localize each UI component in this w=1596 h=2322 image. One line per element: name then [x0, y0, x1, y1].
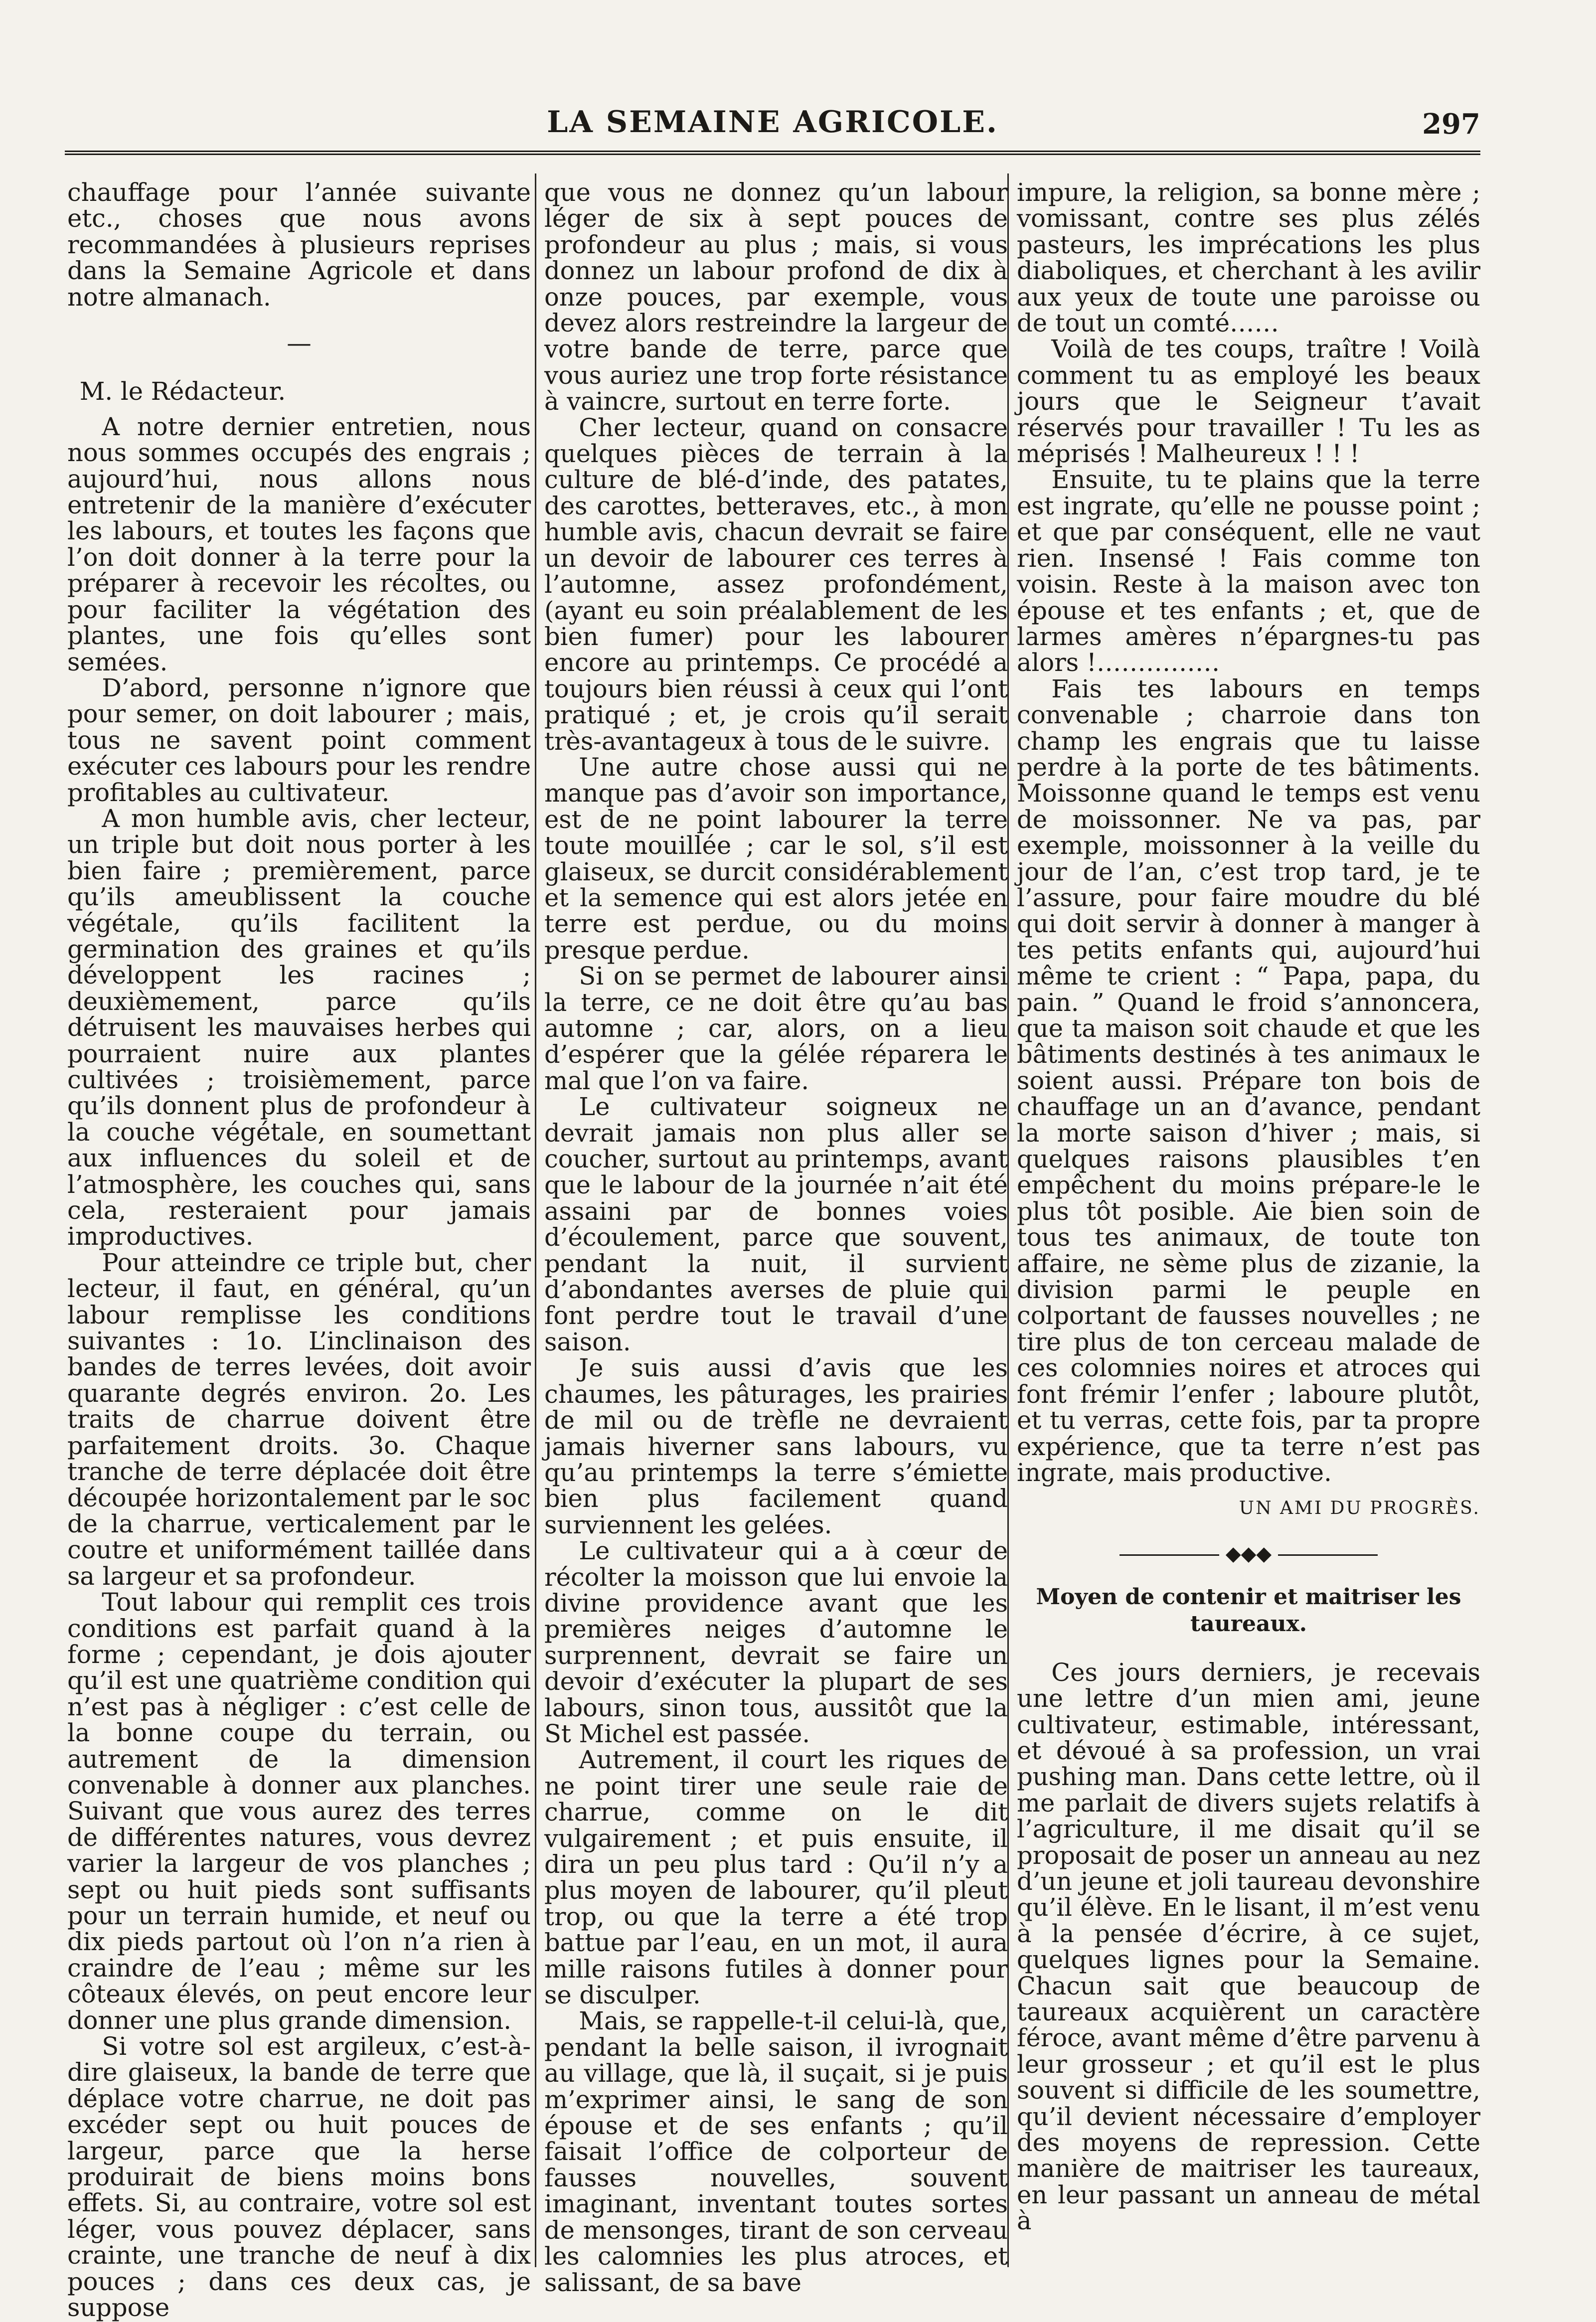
paragraph: Je suis aussi d’avis que les chaumes, les pâturages, les prairies de mil ou de trèfle ne devraient jamais hiverner sans labours, vu qu’au printemps la terre s’émiette bien plus facilement quand surviennent les gelées. — [544, 1353, 1008, 1539]
paragraph: A mon humble avis, cher lecteur, un triple but doit nous porter à les bien faire ; premièrement, parce qu’ils ameublissent la couche végétale, qu’ils facilitent la germination des graines et qu’ils développent les racines ; deuxièmement, parce qu’ils détruisent les mauvaises herbes qui pourraient nuire aux plantes cultivées ; troisièmement, parce qu’ils donnent plus de profondeur à la couche végétale, en soumettant aux influences du soleil et de l’atmosphère, les couches qui, sans cela, resteraient pour jamais improductives. — [67, 804, 531, 1251]
paragraph: Mais, se rappelle-t-il celui-là, que, pendant la belle saison, il ivrognait au village, que là, il suçait, si je puis m’exprimer ainsi, le sang de son épouse et de ses enfants ; qu’il faisait l’office de colporteur de fausses nouvelles, souvent imaginant, inventant toutes sortes de mensonges, tirant de son cerveau les calomnies les plus atroces, et salissant, de sa bave — [544, 2006, 1008, 2297]
paragraph: Cher lecteur, quand on consacre quelques pièces de terrain à la culture de blé-d’inde, des patates, des carottes, betteraves, etc., à mon humble avis, chacun devrait se faire un devoir de labourer ces terres à l’automne, assez profondément, (ayant eu soin préalablement de les bien fumer) pour les labourer encore au printemps. Ce procédé a toujours bien réussi à ceux qui l’ont pratiqué ; et, je crois qu’il serait très-avantageux à tous de le suivre. — [544, 413, 1008, 756]
paragraph: Une autre chose aussi qui ne manque pas d’avoir son importance, est de ne point labourer la terre toute mouillée ; car le sol, s’il est glaiseux, se durcit considérablement et la semence qui est alors jetée en terre est perdue, ou du moins presque perdue. — [544, 752, 1008, 965]
paragraph: Le cultivateur qui a à cœur de récolter la moisson que lui envoie la divine providence avant que les premières neiges d’automne le surprennent, devrait se faire un devoir d’exécuter la plupart de ses labours, sinon tous, aussitôt que la St Michel est passée. — [544, 1536, 1008, 1748]
paragraph: Ces jours derniers, je recevais une lettre d’un mien ami, jeune cultivateur, estimable, intéressant, et dévoué à sa profession, un vrai pushing man. Dans cette lettre, où il me parlait de divers sujets relatifs à l’agriculture, il me disait qu’il se proposait de poser un anneau au nez d’un jeune et joli taureau devonshire qu’il élève. En le lisant, il m’est venu à la pensée d’écrire, à ce sujet, quelques lignes pour la Semaine. Chacun sait que beaucoup de taureaux acquièrent un caractère féroce, avant même d’être parvenu à leur grosseur ; et qu’il est le plus souvent si difficile de les soumettre, qu’il devient nécessaire d’employer des moyens de repression. Cette manière de maitriser les taureaux, en leur passant un anneau de métal à — [1017, 1658, 1480, 2236]
ornament-divider — [1017, 1544, 1480, 1564]
paragraph: chauffage pour l’année suivante etc., choses que nous avons recommandées à plusieurs reprises dans la Semaine Agricole et dans notre almanach. — [67, 178, 531, 312]
paragraph: A notre dernier entretien, nous nous sommes occupés des engrais ; aujourd’hui, nous allons nous entretenir de la manière d’exécuter les labours, et toutes les façons que l’on doit donner à la terre pour la préparer à recevoir les récoltes, ou pour faciliter la végétation des plantes, une fois qu’elles sont semées. — [67, 412, 531, 676]
paragraph: Le cultivateur soigneux ne devrait jamais non plus aller se coucher, surtout au printemps, avant que le labour de la journée n’ait été assaini par de bonnes voies d’écoulement, parce que souvent, pendant la nuit, il survient d’abondantes averses de pluie qui font perdre tout le travail d’une saison. — [544, 1092, 1008, 1356]
page-header — [65, 105, 1480, 148]
article-title: Moyen de contenir et maitriser les taureaux. — [1036, 1584, 1461, 1637]
header-rule — [65, 151, 1480, 155]
column-1 — [67, 178, 531, 2322]
paragraph: Fais tes labours en temps convenable ; charroie dans ton champ les engrais que tu laisse perdre à la porte de tes bâtiments. Moissonne quand le temps est venu de moissonner. Ne va pas, par exemple, moissonner à la veille du jour de l’an, c’est trop tard, je te l’assure, pour faire moudre du blé qui doit servir à donner à manger à tes petits enfants qui, aujourd’hui même te crient : “ Papa, papa, du pain. ” Quand le froid s’annoncera, que ta maison soit chaude et que les bâtiments destinés à tes animaux le soient aussi. Prépare ton bois de chauffage un an d’avance, pendant la morte saison d’hiver ; mais, si quelques raisons plausibles t’en empêchent du moins prépare-le le plus tôt posible. Aie bien soin de tous tes animaux, de toute ton affaire, ne sème plus de zizanie, la division parmi le peuple en colportant de fausses nouvelles ; ne tire plus de ton cerceau malade de ces colomnies noires et atroces qui font frémir l’enfer ; laboure plutôt, et tu verras, cette fois, par ta propre expérience, que ta terre n’est pas ingrate, mais productive. — [1017, 674, 1480, 1487]
page-number: 297 — [1422, 108, 1480, 141]
paragraph: Autrement, il court les riques de ne point tirer une seule raie de charrue, comme on le dit vulgairement ; et puis ensuite, il dira un peu plus tard : Qu’il n’y a plus moyen de labourer, qu’il pleut trop, ou que la terre a été trop battue par l’eau, en un mot, il aura mille raisons futiles à donner pour se disculper. — [544, 1745, 1008, 2010]
paragraph: que vous ne donnez qu’un labour léger de six à sept pouces de profondeur au plus ; mais, si vous donnez un labour profond de dix à onze pouces, par exemple, vous devez alors restreindre la largeur de votre bande de terre, parce que vous auriez une trop forte résistance à vaincre, surtout en terre forte. — [544, 178, 1008, 416]
column-3 — [1017, 179, 1480, 2258]
column-rule — [535, 173, 536, 2267]
paragraph: Ensuite, tu te plains que la terre est ingrate, qu’elle ne pousse point ; et que par conséquent, elle ne vaut rien. Insensé ! Fais comme ton voisin. Reste à la maison avec ton épouse et tes enfants ; et, que de larmes amères n’épargnes-tu pas alors !…………… — [1017, 465, 1480, 677]
ornament-line — [1278, 1554, 1378, 1556]
paragraph: Pour atteindre ce triple but, cher lecteur, il faut, en général, qu’un labour remplisse les conditions suivantes : 1o. L’inclinaison des bandes de terres levées, doit avoir quarante degrés environ. 2o. Les traits de charrue doivent être parfaitement droits. 3o. Chaque tranche de terre déplacée doit être découpée horizontalement par le soc de la charrue, verticalement par le coutre et uniformément taillée dans sa largeur et sa profondeur. — [67, 1248, 531, 1591]
paragraph: Tout labour qui remplit ces trois conditions est parfait quand à la forme ; cependant, je dois ajouter qu’il est une quatrième condition qui n’est pas à négliger : c’est celle de la bonne coupe du terrain, ou autrement de la dimension convenable à donner aux planches. Suivant que vous aurez des terres de différentes natures, vous devrez varier la largeur de vos planches ; sept ou huit pieds sont suffisants pour un terrain humide, et neuf ou dix pieds partout où l’on n’a rien à craindre de l’eau ; même sur les côteaux élevés, on peut encore leur donner une plus grande dimension. — [67, 1588, 531, 2035]
salutation: M. le Rédacteur. — [79, 377, 286, 406]
paragraph: Si on se permet de labourer ainsi la terre, ce ne doit être qu’au bas automne ; car, alors, on a lieu d’espérer que la gélée réparera le mal que l’on va faire. — [544, 962, 1008, 1095]
author-signature: UN AMI DU PROGRÈS. — [1239, 1498, 1480, 1519]
paragraph: Voilà de tes coups, traître ! Voilà comment tu as employé les beaux jours que le Seigneur t’avait réservés pour travailler ! Tu les as méprisés ! Malheureux ! ! ! — [1017, 334, 1480, 469]
column-2 — [544, 178, 1008, 2297]
running-title: LA SEMAINE AGRICOLE. — [547, 105, 998, 140]
paragraph: impure, la religion, sa bonne mère ; vomissant, contre ses plus zélés pasteurs, les imprécations les plus diaboliques, et cherchant à les avilir aux yeux de toute une paroisse ou de tout un comté…… — [1017, 178, 1480, 338]
separator-dash: — — [287, 329, 312, 358]
ornament-line — [1119, 1554, 1219, 1556]
paragraph: Si votre sol est argileux, c’est-à-dire glaiseux, la bande de terre que déplace votre charrue, ne doit pas excéder sept ou huit pouces de largeur, parce que la herse produirait de biens moins bons effets. Si, au contraire, votre sol est léger, vous pouvez déplacer, sans crainte, une tranche de neuf à dix pouces ; dans ces deux cas, je suppose — [67, 2032, 531, 2322]
paragraph: D’abord, personne n’ignore que pour semer, on doit labourer ; mais, tous ne savent point comment exécuter ces labours pour les rendre profitables au cultivateur. — [67, 673, 531, 807]
ornament-diamonds: ◆◆◆ — [1225, 1542, 1272, 1565]
